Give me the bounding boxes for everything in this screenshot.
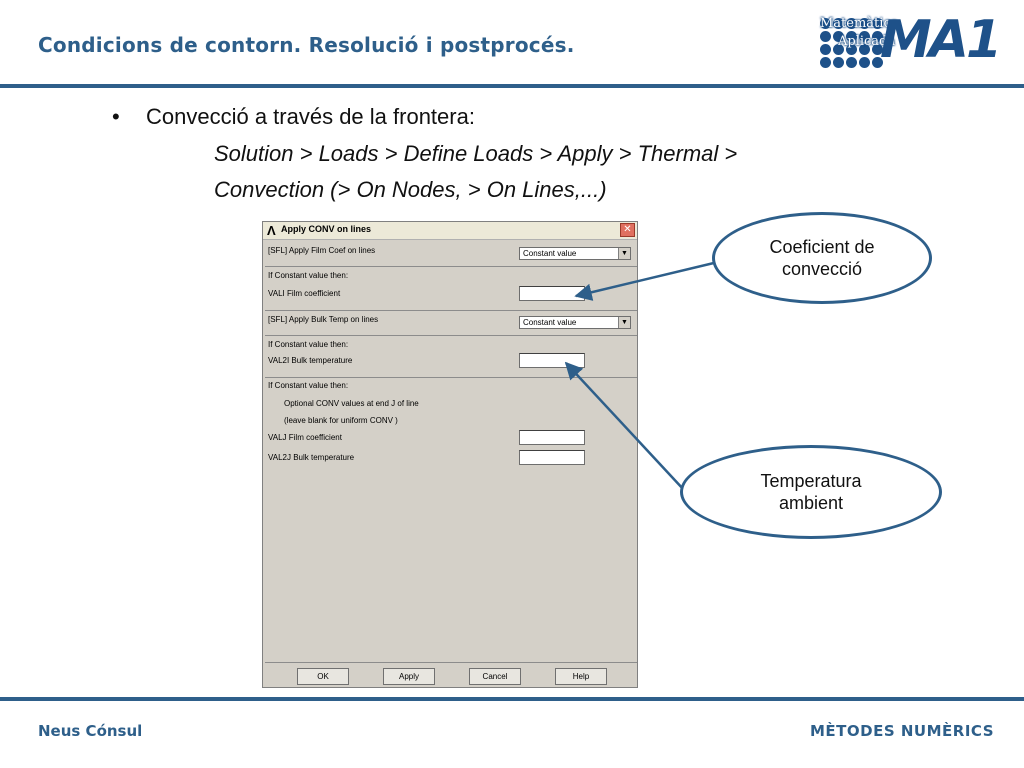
callout-temperatura bbox=[680, 445, 942, 539]
vali-label: VALI Film coefficient bbox=[268, 289, 341, 298]
callout-coeficient bbox=[712, 212, 932, 304]
bulk-temp-section bbox=[265, 311, 637, 336]
film-coef-select-value: Constant value bbox=[523, 249, 577, 258]
callout-temperatura-line1: Temperatura bbox=[760, 470, 862, 491]
footer-author: Neus Cónsul bbox=[38, 722, 143, 740]
footer-divider bbox=[0, 697, 1024, 701]
if-constant-label-1: If Constant value then: bbox=[268, 271, 349, 280]
close-icon: ✕ bbox=[623, 224, 632, 235]
button-bar-divider bbox=[265, 662, 637, 663]
logo-word-matematica: Matemàtica bbox=[820, 16, 899, 31]
if-constant-label-2: If Constant value then: bbox=[268, 340, 349, 349]
bullet-marker: • bbox=[112, 104, 120, 129]
logo bbox=[818, 12, 1000, 72]
valj-label: VALJ Film coefficient bbox=[268, 433, 342, 442]
dialog-title: Apply CONV on lines bbox=[281, 224, 372, 234]
callout-temperatura-line2: ambient bbox=[778, 493, 844, 513]
val2j-label: VAL2J Bulk temperature bbox=[268, 453, 355, 462]
callout-coeficient-line2: convecció bbox=[781, 259, 863, 279]
callout-coeficient-line1: Coeficient de bbox=[769, 236, 875, 257]
slide-title: Condicions de contorn. Resolució i postprocés. bbox=[38, 33, 575, 57]
ansys-logo-icon: Λ bbox=[267, 223, 276, 238]
menu-path-line-1: Solution > Loads > Define Loads > Apply > Thermal > bbox=[214, 141, 738, 166]
optional-conv-text: Optional CONV values at end J of line bbox=[284, 399, 419, 408]
bulk-temp-label: [SFL] Apply Bulk Temp on lines bbox=[268, 315, 379, 324]
val2i-label: VAL2I Bulk temperature bbox=[268, 356, 353, 365]
bullet-text: Convecció a través de la frontera: bbox=[146, 104, 475, 129]
menu-path-line-2: Convection (> On Nodes, > On Lines,...) bbox=[214, 177, 607, 202]
bulk-temp-value-section bbox=[265, 336, 637, 378]
end-j-section bbox=[265, 378, 637, 663]
chevron-down-icon: ▼ bbox=[618, 248, 630, 259]
ok-button[interactable]: OK bbox=[297, 668, 349, 685]
apply-button[interactable]: Apply bbox=[383, 668, 435, 685]
bulk-temp-select[interactable] bbox=[519, 316, 631, 329]
film-coef-value-section bbox=[265, 267, 637, 311]
help-button[interactable]: Help bbox=[555, 668, 607, 685]
dialog-titlebar[interactable] bbox=[263, 222, 637, 240]
close-button[interactable] bbox=[620, 223, 635, 237]
if-constant-label-3: If Constant value then: bbox=[268, 381, 349, 390]
chevron-down-icon: ▼ bbox=[618, 317, 630, 328]
val2i-bulk-temperature-input[interactable] bbox=[519, 353, 585, 368]
cancel-button[interactable]: Cancel bbox=[469, 668, 521, 685]
leave-blank-text: (leave blank for uniform CONV ) bbox=[284, 416, 398, 425]
logo-word-aplicada: Aplicada bbox=[838, 34, 896, 49]
film-coef-section bbox=[265, 241, 637, 267]
footer-course: MÈTODES NUMÈRICS bbox=[809, 722, 994, 740]
apply-conv-dialog bbox=[262, 221, 638, 688]
logo-mark: MA1 bbox=[880, 10, 1000, 70]
film-coef-label: [SFL] Apply Film Coef on lines bbox=[268, 246, 376, 255]
val2j-bulk-temperature-input[interactable] bbox=[519, 450, 585, 465]
vali-film-coefficient-input[interactable] bbox=[519, 286, 585, 301]
bulk-temp-select-value: Constant value bbox=[523, 318, 577, 327]
header-divider bbox=[0, 84, 1024, 88]
film-coef-select[interactable] bbox=[519, 247, 631, 260]
valj-film-coefficient-input[interactable] bbox=[519, 430, 585, 445]
